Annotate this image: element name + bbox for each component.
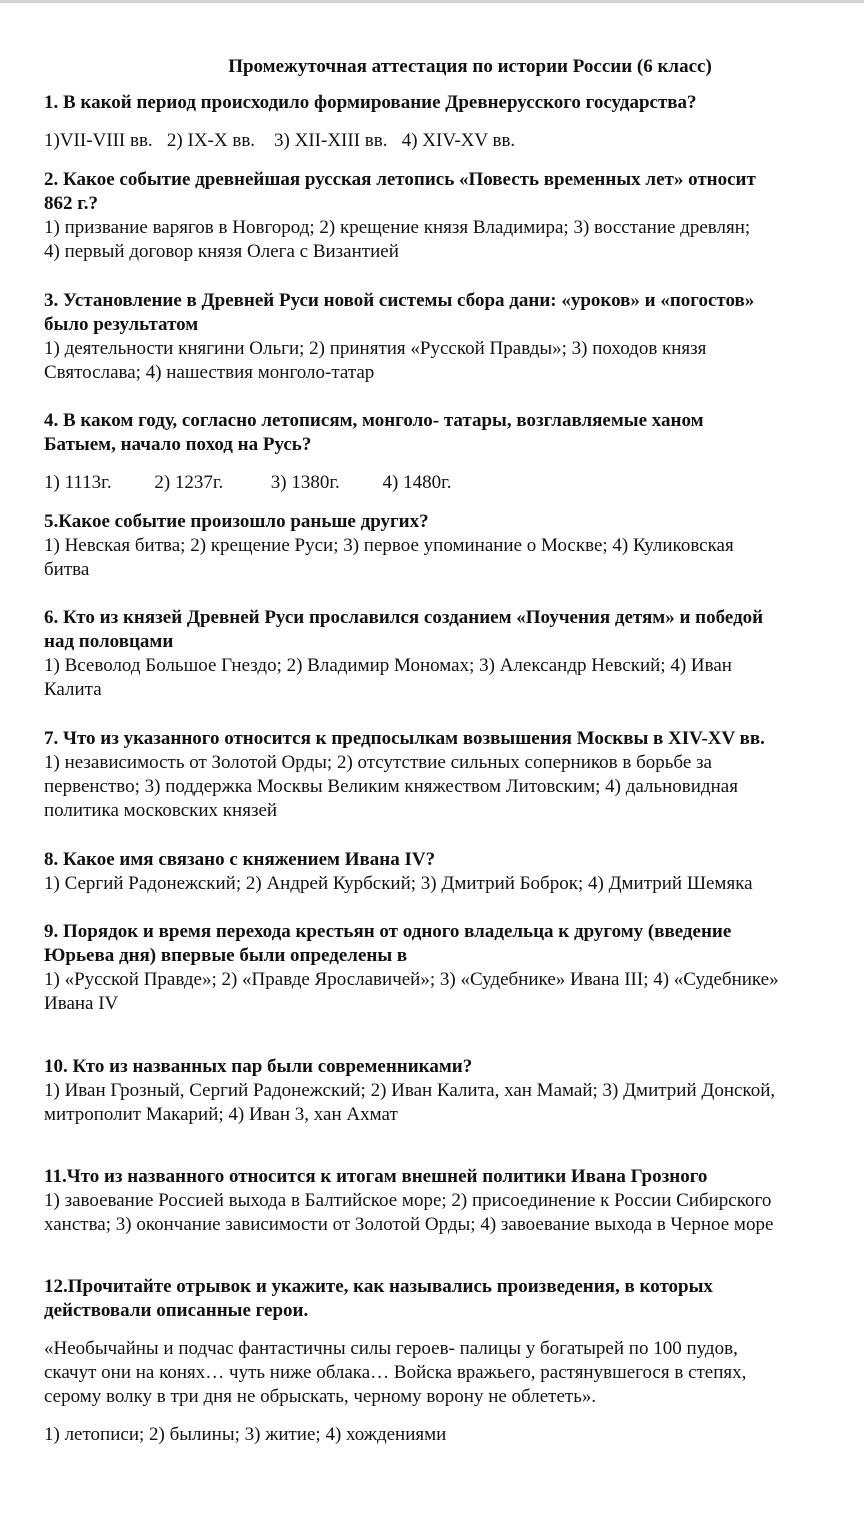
question-2-answers-cont: 4) первый договор князя Олега с Византией [44, 241, 399, 262]
question-10-text: 10. Кто из названных пар были современниками? [44, 1056, 473, 1077]
question-6-text: 6. Кто из князей Древней Руси прославился созданием «Поучения детям» и победой [44, 607, 764, 628]
question-2-text-cont: 862 г.? [44, 193, 98, 214]
question-3-answers-cont: Святослава; 4) нашествия монголо-татар [44, 362, 375, 383]
document-title: Промежуточная аттестация по истории России (6 класс) [228, 56, 712, 77]
question-11-answers: 1) завоевание Россией выхода в Балтийское море; 2) присоединение к России Сибирского [44, 1190, 772, 1211]
question-7-answers-cont2: политика московских князей [44, 800, 278, 821]
question-8-text: 8. Какое имя связано с княжением Ивана IV? [44, 849, 436, 870]
question-7-answers: 1) независимость от Золотой Орды; 2) отсутствие сильных соперников в борьбе за [44, 752, 712, 773]
question-3-text-cont: было результатом [44, 314, 199, 335]
question-5-answers: 1) Невская битва; 2) крещение Руси; 3) первое упоминание о Москве; 4) Куликовская [44, 535, 734, 556]
question-5-text: 5.Какое событие произошло раньше других? [44, 511, 429, 532]
question-11-answers-cont: ханства; 3) окончание зависимости от Золотой Орды; 4) завоевание выхода в Черное море [44, 1214, 774, 1235]
question-4-answers: 1) 1113г. 2) 1237г. 3) 1380г. 4) 1480г. [44, 472, 452, 493]
question-2-text: 2. Какое событие древнейшая русская летопись «Повесть временных лет» относит [44, 169, 756, 190]
question-12-text: 12.Прочитайте отрывок и укажите, как назывались произведения, в которых [44, 1276, 713, 1297]
question-6-text-cont: над половцами [44, 631, 174, 652]
question-7-answers-cont: первенство; 3) поддержка Москвы Великим княжеством Литовским; 4) дальновидная [44, 776, 738, 797]
question-1-answers: 1)VII-VIII вв. 2) IX-X вв. 3) XII-XIII вв. 4) XIV-XV вв. [44, 130, 516, 151]
question-11-text: 11.Что из названного относится к итогам внешней политики Ивана Грозного [44, 1166, 708, 1187]
question-12-text-cont: действовали описанные герои. [44, 1300, 309, 1321]
question-12-quote: «Необычайны и подчас фантастичны силы героев- палицы у богатырей по 100 пудов, [44, 1338, 738, 1359]
question-6-answers-cont: Калита [44, 679, 102, 700]
question-12-quote-cont: скачут они на конях… чуть ниже облака… Войска вражьего, растянувшегося в степях, [44, 1362, 747, 1383]
question-5-answers-cont: битва [44, 559, 90, 580]
question-9-answers-cont: Ивана IV [44, 993, 119, 1014]
question-9-text-cont: Юрьева дня) впервые были определены в [44, 945, 408, 966]
question-1-text: 1. В какой период происходило формирование Древнерусского государства? [44, 92, 697, 113]
question-8-answers: 1) Сергий Радонежский; 2) Андрей Курбский; 3) Дмитрий Боброк; 4) Дмитрий Шемяка [44, 873, 753, 894]
question-10-answers-cont: митрополит Макарий; 4) Иван 3, хан Ахмат [44, 1104, 398, 1125]
question-12-quote-cont2: серому волку в три дня не обрыскать, черному ворону не облететь». [44, 1386, 597, 1407]
question-3-answers: 1) деятельности княгини Ольги; 2) принятия «Русской Правды»; 3) походов князя [44, 338, 707, 359]
question-3-text: 3. Установление в Древней Руси новой системы сбора дани: «уроков» и «погостов» [44, 290, 755, 311]
question-12-answers: 1) летописи; 2) былины; 3) житие; 4) хождениями [44, 1424, 447, 1445]
question-6-answers: 1) Всеволод Большое Гнездо; 2) Владимир Мономах; 3) Александр Невский; 4) Иван [44, 655, 732, 676]
question-4-text: 4. В каком году, согласно летописям, монголо- татары, возглавляемые ханом [44, 410, 704, 431]
question-9-text: 9. Порядок и время перехода крестьян от одного владельца к другому (введение [44, 921, 732, 942]
question-7-text: 7. Что из указанного относится к предпосылкам возвышения Москвы в XIV-XV вв. [44, 728, 765, 749]
question-4-text-cont: Батыем, начало поход на Русь? [44, 434, 312, 455]
question-9-answers: 1) «Русской Правде»; 2) «Правде Ярославичей»; 3) «Судебнике» Ивана III; 4) «Судебнике» [44, 969, 779, 990]
question-10-answers: 1) Иван Грозный, Сергий Радонежский; 2) Иван Калита, хан Мамай; 3) Дмитрий Донской, [44, 1080, 776, 1101]
question-2-answers: 1) призвание варягов в Новгород; 2) крещение князя Владимира; 3) восстание древлян; [44, 217, 751, 238]
